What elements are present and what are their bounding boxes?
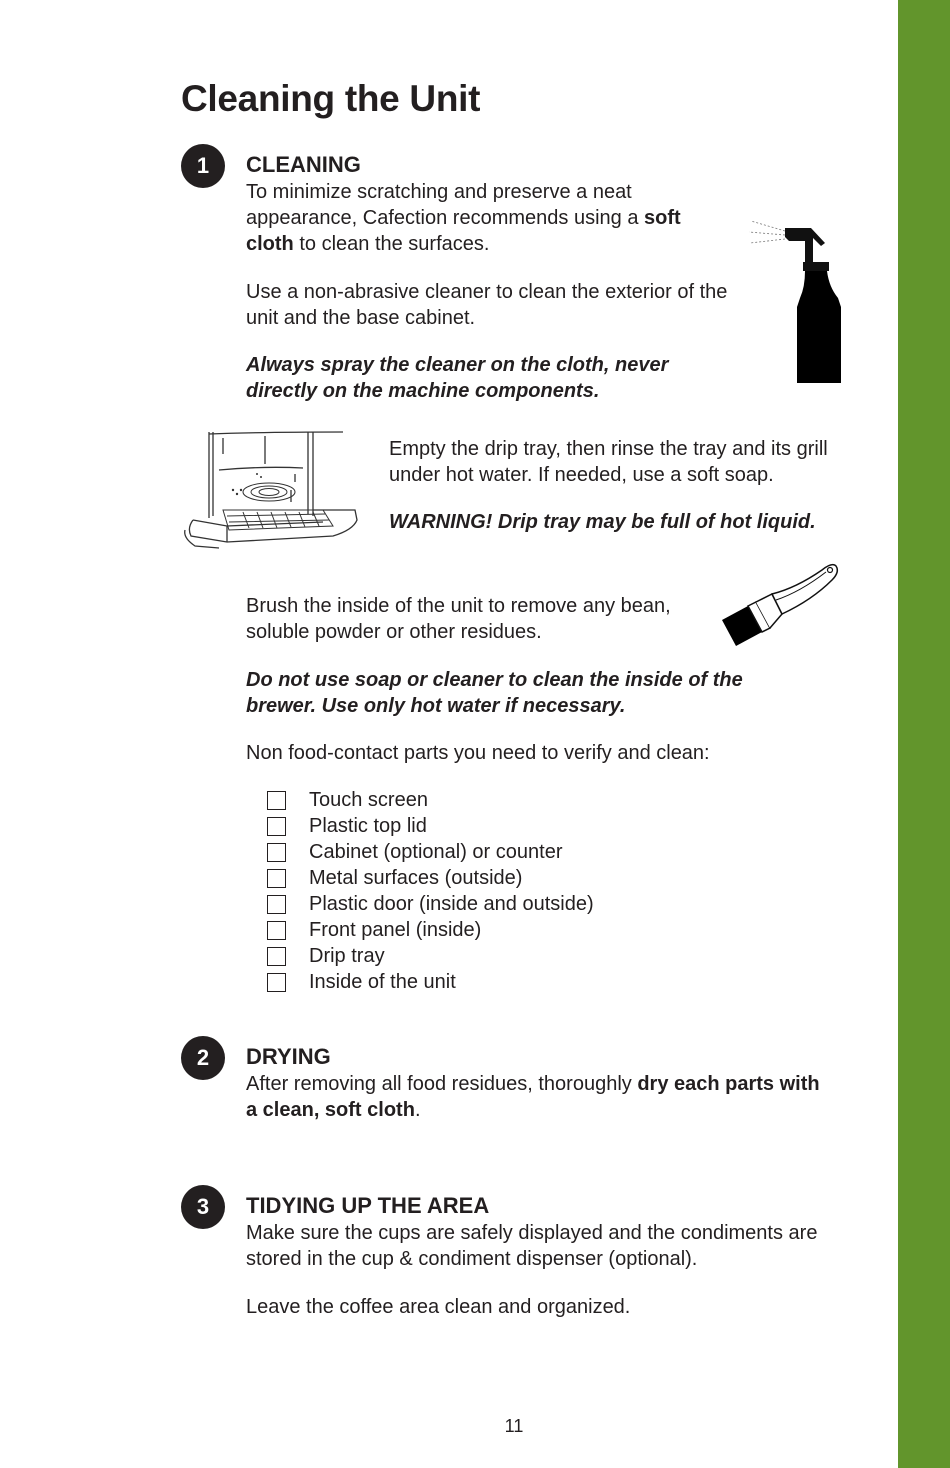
spray-note: Always spray the cleaner on the cloth, never directly on the machine components. xyxy=(246,354,669,402)
checkbox[interactable] xyxy=(267,895,286,914)
cleaner-text: Use a non-abrasive cleaner to clean the exterior of the unit and the base cabinet. xyxy=(246,281,728,329)
drip-tray-text: Empty the drip tray, then rinse the tray and its grill under hot water. If needed, use a soft soap. xyxy=(389,438,828,486)
parts-checklist xyxy=(267,787,594,995)
spray-bottle-icon xyxy=(745,215,850,390)
step-number-1: 1 xyxy=(181,144,225,188)
checklist-item: Front panel (inside) xyxy=(267,917,594,943)
checkbox[interactable] xyxy=(267,791,286,810)
section-heading-drying: DRYING xyxy=(246,1044,331,1069)
cleaning-intro: To minimize scratching and preserve a neat appearance, Cafection recommends using a soft cloth to clean the surfaces. xyxy=(246,181,681,255)
checkbox[interactable] xyxy=(267,843,286,862)
checkbox[interactable] xyxy=(267,869,286,888)
checkbox[interactable] xyxy=(267,921,286,940)
brush-text: Brush the inside of the unit to remove any bean, soluble powder or other residues. xyxy=(246,595,671,643)
checklist-intro: Non food-contact parts you need to verify and clean: xyxy=(246,742,710,764)
tidying-text: Make sure the cups are safely displayed and the condiments are stored in the cup & condiment dispenser (optional). xyxy=(246,1222,818,1270)
step-number-2: 2 xyxy=(181,1036,225,1080)
checklist-item: Plastic top lid xyxy=(267,813,594,839)
drip-tray-warning: WARNING! Drip tray may be full of hot liquid. xyxy=(389,511,816,533)
checkbox[interactable] xyxy=(267,817,286,836)
green-side-bar xyxy=(898,0,950,1468)
coffee-machine-drip-tray-illustration xyxy=(183,430,373,555)
section-heading-tidying: TIDYING UP THE AREA xyxy=(246,1193,490,1218)
checkbox[interactable] xyxy=(267,947,286,966)
section-heading-cleaning: CLEANING xyxy=(246,152,361,177)
checklist-item: Drip tray xyxy=(267,943,594,969)
checklist-item: Plastic door (inside and outside) xyxy=(267,891,594,917)
tidying-closing-text: Leave the coffee area clean and organized. xyxy=(246,1296,631,1318)
checklist-item: Inside of the unit xyxy=(267,969,594,995)
checklist-item: Touch screen xyxy=(267,787,594,813)
checklist-item: Metal surfaces (outside) xyxy=(267,865,594,891)
soap-warning: Do not use soap or cleaner to clean the inside of the brewer. Use only hot water if necessary. xyxy=(246,669,743,717)
step-number-3: 3 xyxy=(181,1185,225,1229)
page-number: 11 xyxy=(504,1416,524,1436)
page-title: Cleaning the Unit xyxy=(181,78,481,119)
checklist-item: Cabinet (optional) or counter xyxy=(267,839,594,865)
checkbox[interactable] xyxy=(267,973,286,992)
drying-text: After removing all food residues, thoroughly dry each parts with a clean, soft cloth. xyxy=(246,1073,820,1121)
cleaning-brush-icon xyxy=(718,560,843,648)
